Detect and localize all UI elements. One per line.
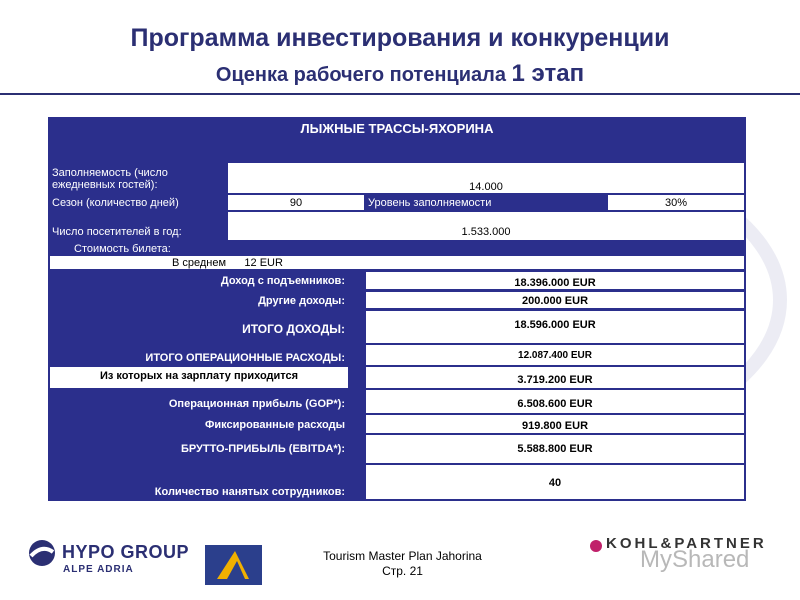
subtitle-stage: 1 этап [511, 60, 585, 87]
fixed-costs-label: Фиксированные расходы [50, 415, 365, 433]
salary-label: Из которых на зарплату приходится [50, 367, 348, 388]
title-divider [0, 93, 800, 95]
season-value: 90 [228, 195, 364, 210]
occupancy-level-label: Уровень заполняемости [366, 195, 604, 210]
hypo-group-name: HYPO GROUP [62, 542, 190, 562]
ebitda-value: 5.588.800 EUR [366, 435, 744, 463]
footer-page: Стр. 21 [382, 564, 423, 578]
lift-income-value: 18.396.000 EUR [366, 272, 744, 289]
total-opex-value: 12.087.400 EUR [366, 345, 744, 365]
hypo-group-logo-icon [27, 538, 57, 568]
ebitda-label: БРУТТО-ПРИБЫЛЬ (EBITDA*): [50, 435, 365, 463]
total-opex-label: ИТОГО ОПЕРАЦИОННЫЕ РАСХОДЫ: [50, 345, 365, 365]
other-income-value: 200.000 EUR [366, 292, 744, 308]
occupancy-label: Заполняемость (число ежедневных гостей): [50, 163, 226, 193]
ski-slopes-table [48, 117, 746, 501]
occupancy-level-value: 30% [608, 195, 744, 210]
kohl-partner-logo: KOHL&PARTNER [606, 535, 767, 552]
total-income-value: 18.596.000 EUR [366, 311, 744, 343]
footer-line1: Tourism Master Plan Jahorina [323, 549, 482, 563]
table-heading: ЛЫЖНЫЕ ТРАССЫ-ЯХОРИНА [48, 121, 746, 137]
ticket-avg-value: 12 EUR [244, 257, 283, 269]
gop-label: Операционная прибыль (GOP*): [50, 390, 365, 413]
visitors-value: 1.533.000 [228, 212, 744, 240]
subtitle-main: Оценка рабочего потенциала [215, 64, 506, 86]
ticket-avg-label: В среднем [172, 257, 227, 269]
ticket-label: Стоимость билета: [50, 242, 744, 255]
footer-caption [305, 549, 500, 579]
partner-logo [205, 545, 262, 585]
total-income-label: ИТОГО ДОХОДЫ: [50, 311, 365, 343]
page-title: Программа инвестирования и конкуренции [130, 24, 670, 52]
ticket-row [50, 256, 744, 269]
gop-value: 6.508.600 EUR [366, 390, 744, 413]
mountain-logo-icon [205, 545, 262, 585]
kohl-partner-dot-icon [590, 540, 602, 552]
watermark-text: MyShared [640, 546, 750, 573]
other-income-label: Другие доходы: [50, 292, 365, 308]
lift-income-label: Доход с подъемников: [50, 272, 365, 289]
salary-value: 3.719.200 EUR [366, 367, 744, 388]
fixed-costs-value: 919.800 EUR [366, 415, 744, 433]
hypo-group-sub: ALPE ADRIA [63, 564, 134, 575]
occupancy-value: 14.000 [228, 163, 744, 193]
employees-label: Количество нанятых сотрудников: [50, 465, 365, 499]
page-subtitle [0, 60, 800, 88]
visitors-label: Число посетителей в год: [50, 212, 226, 240]
season-label: Сезон (количество дней) [50, 195, 226, 210]
employees-value: 40 [366, 465, 744, 499]
